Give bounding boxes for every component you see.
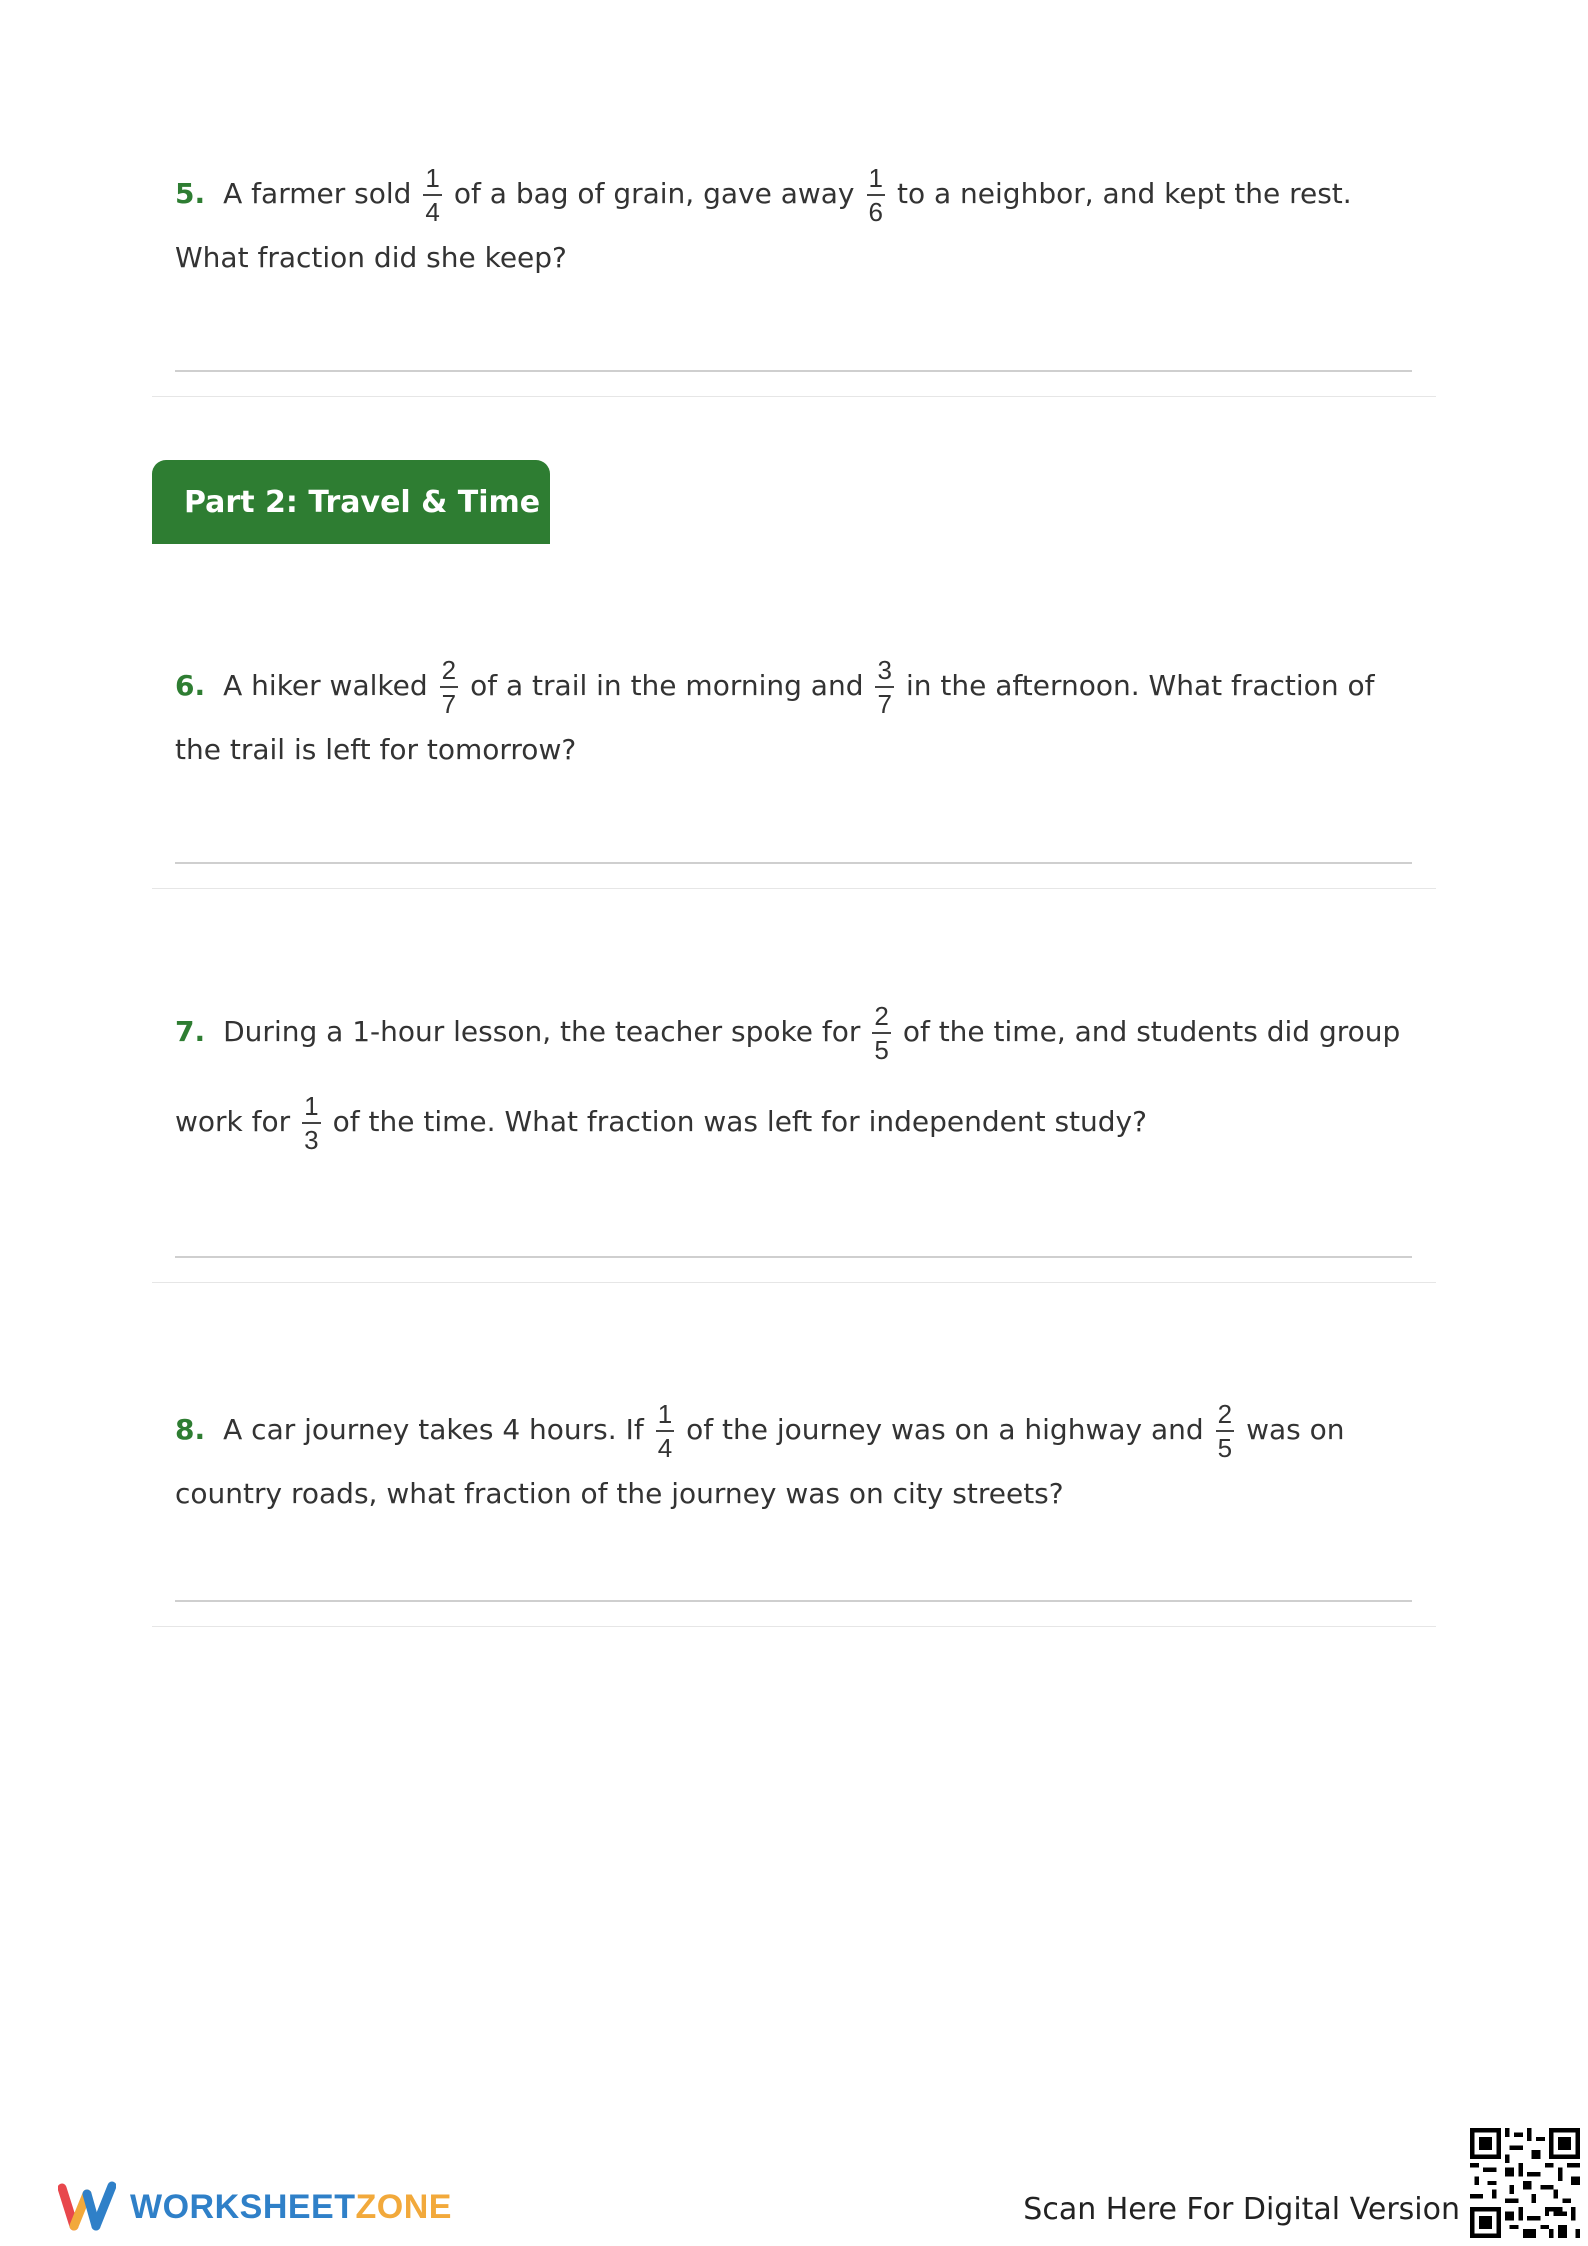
problem-5: [175, 164, 1415, 278]
section-divider: [152, 1626, 1436, 1627]
problem-8-line-2: country roads, what fraction of the journey was on city streets?: [175, 1477, 1064, 1510]
fraction: $\frac{1}{4}$: [425, 163, 440, 227]
problem-number: 5.: [175, 177, 206, 210]
section-divider: [152, 888, 1436, 889]
logo-text: WORKSHEETZONE: [130, 2187, 452, 2226]
problem-6-line-2: the trail is left for tomorrow?: [175, 733, 577, 766]
answer-line[interactable]: [175, 1256, 1412, 1258]
fraction: $\frac{2}{5}$: [1217, 1399, 1233, 1463]
part-2-header: [152, 460, 550, 544]
worksheetzone-logo[interactable]: [58, 2180, 452, 2234]
fraction: $\frac{1}{3}$: [304, 1091, 319, 1155]
fraction: $\frac{2}{5}$: [874, 1001, 889, 1065]
fraction: $\frac{1}{4}$: [657, 1399, 673, 1463]
fraction: $\frac{3}{7}$: [877, 655, 892, 719]
fraction: $\frac{2}{7}$: [441, 655, 457, 719]
problem-8-line-1: 8. A car journey takes 4 hours. If $\frac{1}{4}$ of the journey was on a highway and $\frac{2}{5}$ was on: [175, 1399, 1345, 1463]
problem-5-line-2: What fraction did she keep?: [175, 241, 567, 274]
problem-7-line-2: work for $\frac{1}{3}$ of the time. What fraction was left for independent study?: [175, 1091, 1147, 1155]
problem-6: [175, 656, 1415, 770]
part-title: Part 2: Travel & Time: [184, 484, 541, 520]
answer-line[interactable]: [175, 1600, 1412, 1602]
problem-number: 8.: [175, 1413, 206, 1446]
problem-5-line-1: 5. A farmer sold $\frac{1}{4}$ of a bag of grain, gave away $\frac{1}{6}$ to a neighbor, and kept the rest.: [175, 163, 1352, 227]
answer-line[interactable]: [175, 862, 1412, 864]
problem-8: [175, 1400, 1415, 1514]
answer-line[interactable]: [175, 370, 1412, 372]
problem-number: 6.: [175, 669, 206, 702]
w-logo-icon: [58, 2180, 116, 2234]
problem-7-line-1: 7. During a 1-hour lesson, the teacher spoke for $\frac{2}{5}$ of the time, and students did group: [175, 1001, 1401, 1065]
section-divider: [152, 396, 1436, 397]
section-divider: [152, 1282, 1436, 1283]
scan-caption: Scan Here For Digital Version: [1023, 2192, 1460, 2227]
problem-7: [175, 1002, 1415, 1154]
problem-number: 7.: [175, 1015, 206, 1048]
qr-code-icon[interactable]: [1470, 2128, 1580, 2238]
fraction: $\frac{1}{6}$: [868, 163, 883, 227]
problem-6-line-1: 6. A hiker walked $\frac{2}{7}$ of a trail in the morning and $\frac{3}{7}$ in the afternoon. What fraction of: [175, 655, 1375, 719]
